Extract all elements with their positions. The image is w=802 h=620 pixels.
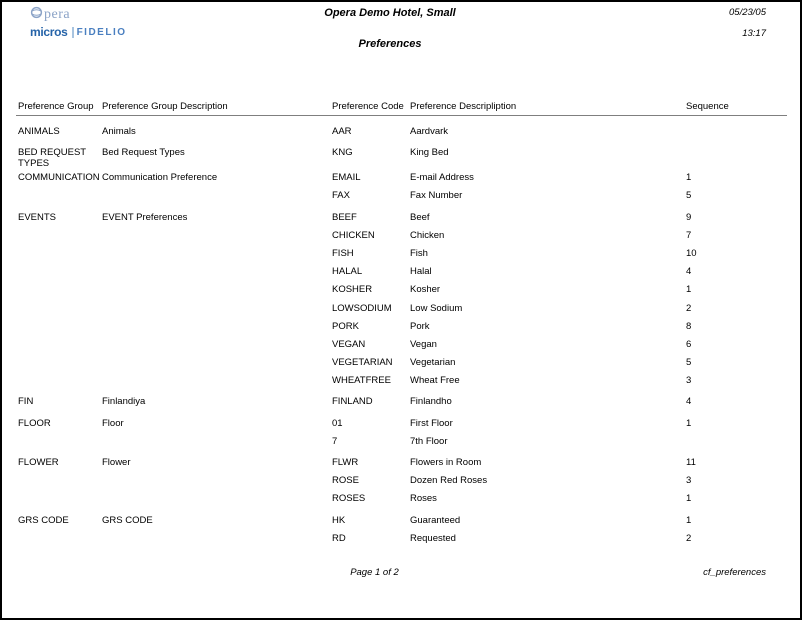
cell-preference-code: WHEATFREE [332,375,391,387]
table-row [2,230,800,248]
cell-sequence: 4 [686,396,692,408]
table-row [2,321,800,339]
table-row [2,303,800,321]
cell-preference-code: VEGAN [332,338,366,350]
cell-preference-code: RD [332,532,346,544]
table-row [2,190,800,208]
cell-preference-code: LOWSODIUM [332,302,392,314]
cell-preference-group-description: Animals [102,126,136,137]
table-row [2,436,800,454]
cell-preference-description: 7th Floor [410,435,448,447]
cell-preference-code: FAX [332,190,350,202]
cell-preference-group-description: Finlandiya [102,396,146,408]
cell-sequence: 2 [686,532,692,544]
cell-preference-code: VEGETARIAN [332,357,393,369]
hotel-name: Opera Demo Hotel, Small [324,7,456,19]
cell-sequence: 6 [686,338,692,350]
page-number: Page 1 of 2 [350,567,399,578]
cell-preference-group: GRS CODE [18,514,69,526]
cell-preference-description: Pork [410,320,430,332]
cell-sequence: 7 [686,229,692,241]
logo-separator [72,27,74,38]
cell-preference-description: Fax Number [410,190,463,202]
cell-preference-group: FLOWER [18,457,59,468]
table-row [2,457,800,475]
cell-preference-group: EVENTS [18,211,57,223]
cell-preference-group: FIN [18,396,34,408]
cell-sequence: 5 [686,190,692,202]
cell-preference-description: First Floor [410,417,453,429]
cell-preference-description: Finlandho [410,396,452,408]
cell-preference-description: Aardvark [410,126,449,137]
cell-preference-code: AAR [332,126,352,137]
cell-preference-description: Dozen Red Roses [410,475,488,487]
table-row [2,493,800,511]
column-header-preference-description: Preference Descripliption [410,101,517,112]
table-row [2,533,800,551]
header-divider-line [16,115,787,116]
cell-preference-code: 7 [332,435,338,447]
cell-preference-description: Guaranteed [410,514,461,526]
table-row [2,284,800,302]
cell-sequence: 5 [686,357,692,369]
cell-preference-code: FINLAND [332,396,373,408]
cell-sequence: 9 [686,211,692,223]
cell-sequence: 10 [686,247,697,259]
table-row [2,266,800,284]
cell-preference-code: HK [332,514,346,526]
table-row [2,339,800,357]
column-header-sequence: Sequence [686,101,729,112]
cell-preference-description: Fish [410,247,428,259]
report-title: Preferences [358,38,422,50]
cell-preference-group-description: Bed Request Types [102,147,185,159]
cell-sequence: 1 [686,493,692,505]
cell-sequence: 4 [686,266,692,278]
cell-preference-code: PORK [332,320,359,332]
cell-sequence: 1 [686,417,692,429]
table-row [2,418,800,436]
table-row [2,172,800,190]
table-row [2,212,800,230]
cell-preference-group: FLOOR [18,417,51,429]
cell-preference-description: Chicken [410,229,445,241]
cell-preference-code: BEEF [332,211,357,223]
cell-sequence: 2 [686,302,692,314]
cell-preference-description: Roses [410,493,437,505]
cell-preference-code: EMAIL [332,172,361,184]
cell-preference-description: Vegan [410,338,437,350]
cell-preference-code: ROSES [332,493,366,505]
cell-preference-group: BED REQUEST TYPES [18,147,86,170]
cell-sequence: 3 [686,475,692,487]
cell-preference-description: Beef [410,211,430,223]
cell-preference-description: Vegetarian [410,357,456,369]
table-row [2,357,800,375]
cell-sequence: 3 [686,375,692,387]
cell-preference-code: FLWR [332,457,359,468]
cell-preference-description: Flowers in Room [410,457,482,468]
cell-preference-description: King Bed [410,147,449,159]
cell-preference-group: COMMUNICATION [18,172,100,184]
cell-preference-description: Kosher [410,284,441,296]
report-time: 13:17 [742,28,766,39]
column-header-preference-code: Preference Code [332,101,404,112]
cell-preference-description: E-mail Address [410,172,474,184]
cell-preference-code: CHICKEN [332,229,375,241]
cell-preference-group-description: Communication Preference [102,172,218,184]
cell-preference-group: ANIMALS [18,126,60,137]
table-row [2,396,800,414]
micros-fidelio-line [30,25,127,39]
cell-sequence: 1 [686,284,692,296]
cell-preference-group-description: Flower [102,457,131,468]
cell-preference-code: KOSHER [332,284,373,296]
cell-preference-code: 01 [332,417,343,429]
table-row [2,147,800,169]
report-date: 05/23/05 [729,7,766,18]
cell-preference-group-description: GRS CODE [102,514,153,526]
table-row [2,375,800,393]
column-header-preference-group: Preference Group [18,101,94,112]
cell-preference-code: FISH [332,247,354,259]
table-row [2,515,800,533]
cell-preference-description: Requested [410,532,456,544]
cell-preference-description: Halal [410,266,432,278]
fidelio-logo-text: FIDELIO [76,26,127,38]
cell-preference-description: Low Sodium [410,302,463,314]
opera-logo-text: pera [44,7,71,22]
report-file-name: cf_preferences [703,567,766,578]
cell-preference-group-description: EVENT Preferences [102,211,188,223]
cell-sequence: 1 [686,172,692,184]
column-header-preference-group-description: Preference Group Description [102,101,228,112]
cell-preference-code: HALAL [332,266,363,278]
cell-preference-group-description: Floor [102,417,124,429]
cell-preference-code: KNG [332,147,353,159]
table-row [2,126,800,144]
cell-preference-description: Wheat Free [410,375,460,387]
micros-logo-text: micros [30,25,68,39]
table-row [2,475,800,493]
table-body [2,126,800,551]
cell-preference-code: ROSE [332,475,359,487]
cell-sequence: 1 [686,514,692,526]
cell-sequence: 11 [686,457,696,468]
table-header-row [2,101,800,112]
table-row [2,248,800,266]
cell-sequence: 8 [686,320,692,332]
